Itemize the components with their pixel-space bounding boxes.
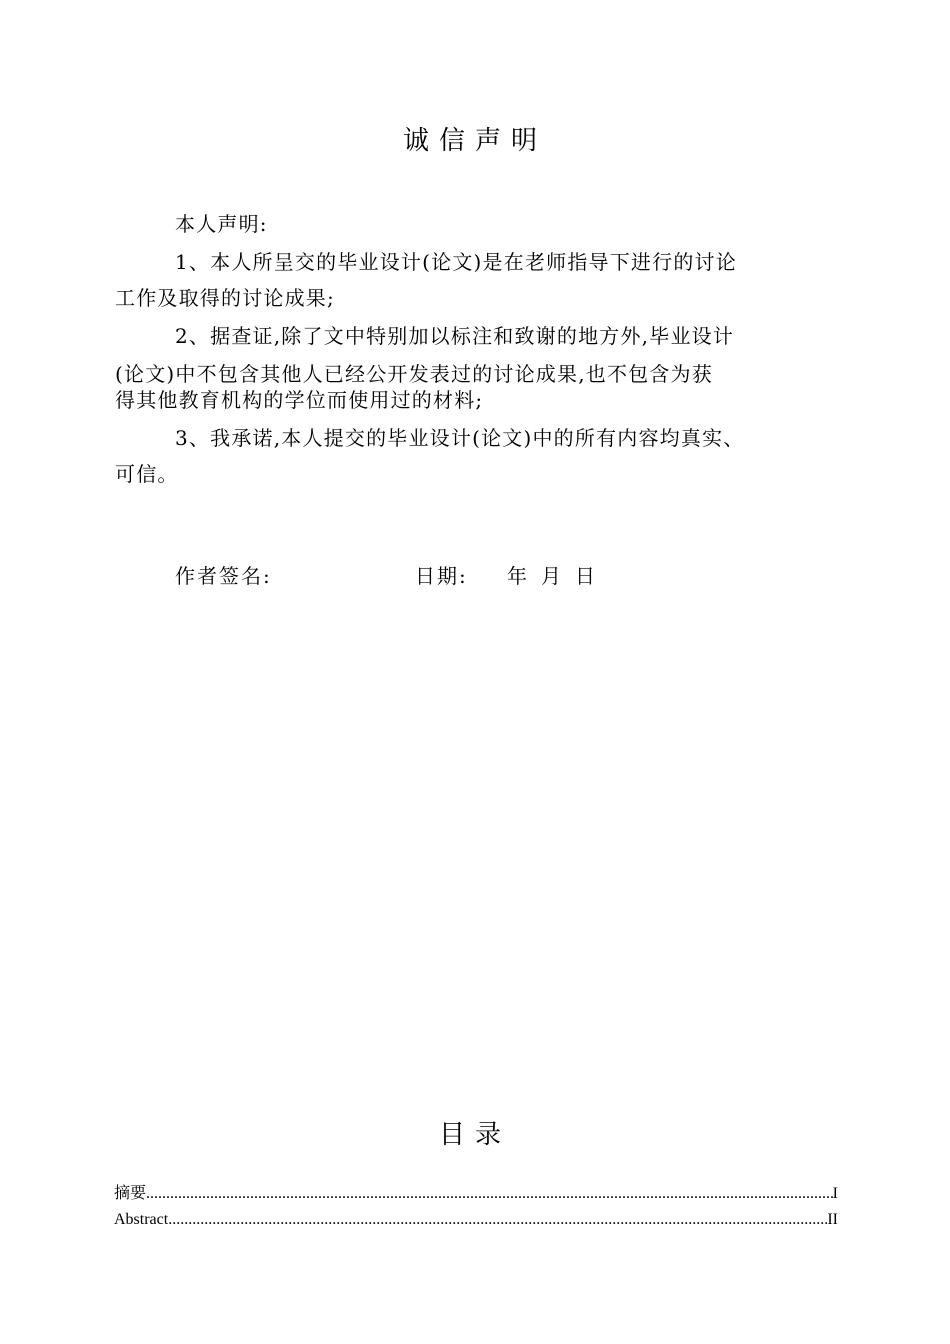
declaration-item-2-line-3: 得其他教育机构的学位而使用过的材料; (115, 388, 484, 412)
date-month: 月 (541, 564, 563, 588)
toc-leader-dots (146, 1184, 833, 1204)
toc-entry-label: 摘要 (114, 1185, 147, 1202)
toc-title: 目录 (438, 1120, 511, 1150)
toc-entry[interactable] (114, 1184, 838, 1204)
declaration-item-3-line-2: 可信。 (115, 462, 179, 486)
toc-entry-label: Abstract (114, 1211, 169, 1228)
declaration-title: 诚信声明 (402, 126, 547, 156)
declaration-item-1-line-2: 工作及取得的讨论成果; (115, 286, 335, 310)
date-year: 年 (507, 564, 529, 588)
date-label: 日期: (415, 564, 468, 588)
date-day: 日 (575, 564, 597, 588)
toc-entry[interactable] (114, 1210, 838, 1230)
declaration-item-2-line-1: 2、据查证,除了文中特别加以标注和致谢的地方外,毕业设计 (175, 324, 735, 348)
declaration-intro: 本人声明: (175, 212, 268, 236)
declaration-item-2-line-2: (论文)中不包含其他人已经公开发表过的讨论成果,也不包含为获 (115, 362, 713, 386)
toc-entry-page: I (832, 1185, 838, 1202)
signature-label: 作者签名: (175, 564, 272, 588)
signature-row (175, 560, 609, 589)
toc-entry-page: II (827, 1211, 838, 1228)
toc-leader-dots (168, 1210, 827, 1230)
declaration-item-3-line-1: 3、我承诺,本人提交的毕业设计(论文)中的所有内容均真实、 (175, 426, 745, 450)
declaration-item-1-line-1: 1、本人所呈交的毕业设计(论文)是在老师指导下进行的讨论 (175, 250, 737, 274)
